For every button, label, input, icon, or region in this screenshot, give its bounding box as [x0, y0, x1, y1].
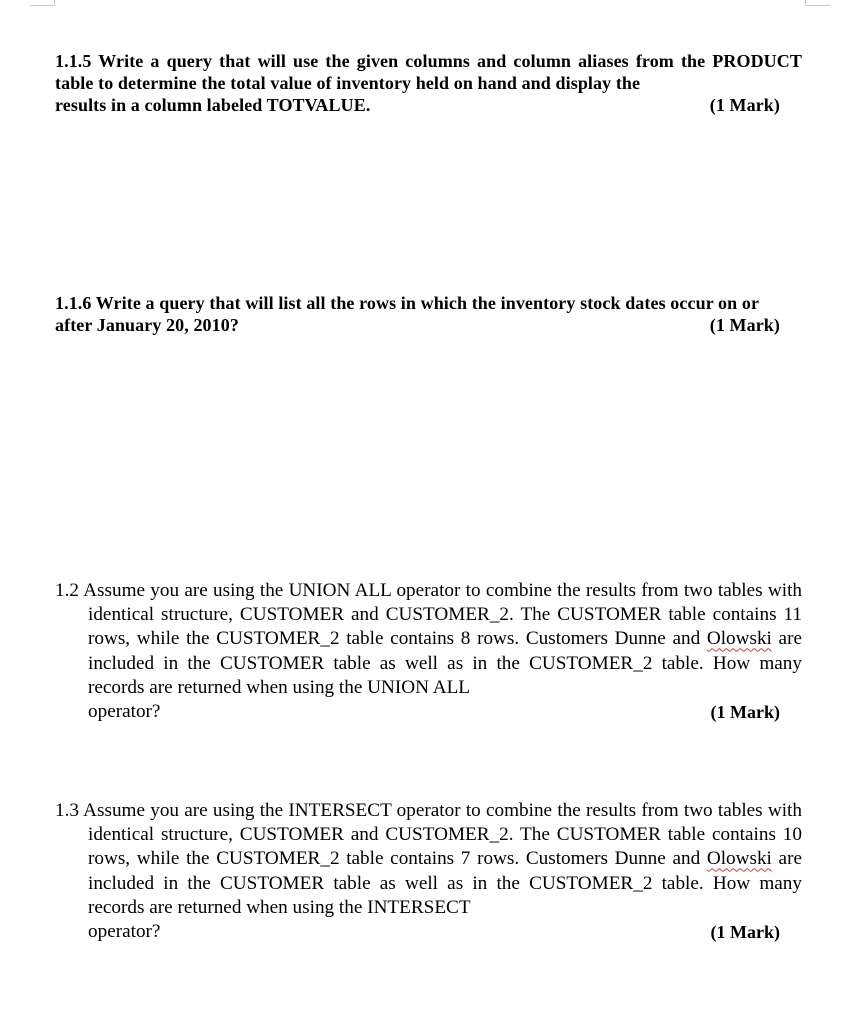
question-text-end: results in a column labeled TOTVALUE. — [55, 95, 371, 115]
question-last-line — [55, 920, 802, 944]
mark-label: (1 Mark) — [710, 922, 780, 943]
question-text: 1.1.5 Write a query that will use the given columns and column aliases from the PRODUCT table to determine the total value of inventory held on hand and display the — [55, 51, 802, 93]
mark-label: (1 Mark) — [709, 315, 780, 335]
page-corner-mark-left — [30, 0, 55, 6]
question-1-2 — [55, 579, 802, 724]
spellcheck-flagged-word[interactable]: Olowski — [706, 848, 772, 870]
spellcheck-flagged-word[interactable]: Olowski — [706, 628, 772, 650]
question-text-end: operator? — [88, 701, 161, 723]
question-text-end: after January 20, 2010? — [55, 315, 239, 335]
mark-label: (1 Mark) — [709, 95, 780, 115]
question-text: 1.2 Assume you are using the UNION ALL operator to combine the results from two tables with identical structure, CUSTOMER and CUSTOMER_2. The CUSTOMER table contains 11 rows, while the CUSTOMER_2 table contains 8 rows. Customers Dunne and Olowski are included in the CUSTOMER table as well as in the CUSTOMER_2 table. How many records are returned when using the UNION ALL — [55, 580, 802, 698]
mark-label: (1 Mark) — [710, 702, 780, 723]
question-last-line — [55, 94, 802, 116]
question-last-line — [55, 700, 802, 724]
question-last-line — [55, 314, 802, 336]
question-text: 1.1.6 Write a query that will list all the rows in which the inventory stock dates occur on or — [55, 293, 760, 313]
question-1-1-6 — [55, 292, 802, 336]
page-corner-mark-right — [805, 0, 830, 6]
question-1-3 — [55, 799, 802, 944]
question-1-1-5 — [55, 50, 802, 116]
question-text: 1.3 Assume you are using the INTERSECT operator to combine the results from two tables with identical structure, CUSTOMER and CUSTOMER_2. The CUSTOMER table contains 10 rows, while the CUSTOMER_2 table contains 7 rows. Customers Dunne and Olowski are included in the CUSTOMER table as well as in the CUSTOMER_2 table. How many records are returned when using the INTERSECT — [55, 800, 802, 918]
question-text-end: operator? — [88, 921, 161, 943]
